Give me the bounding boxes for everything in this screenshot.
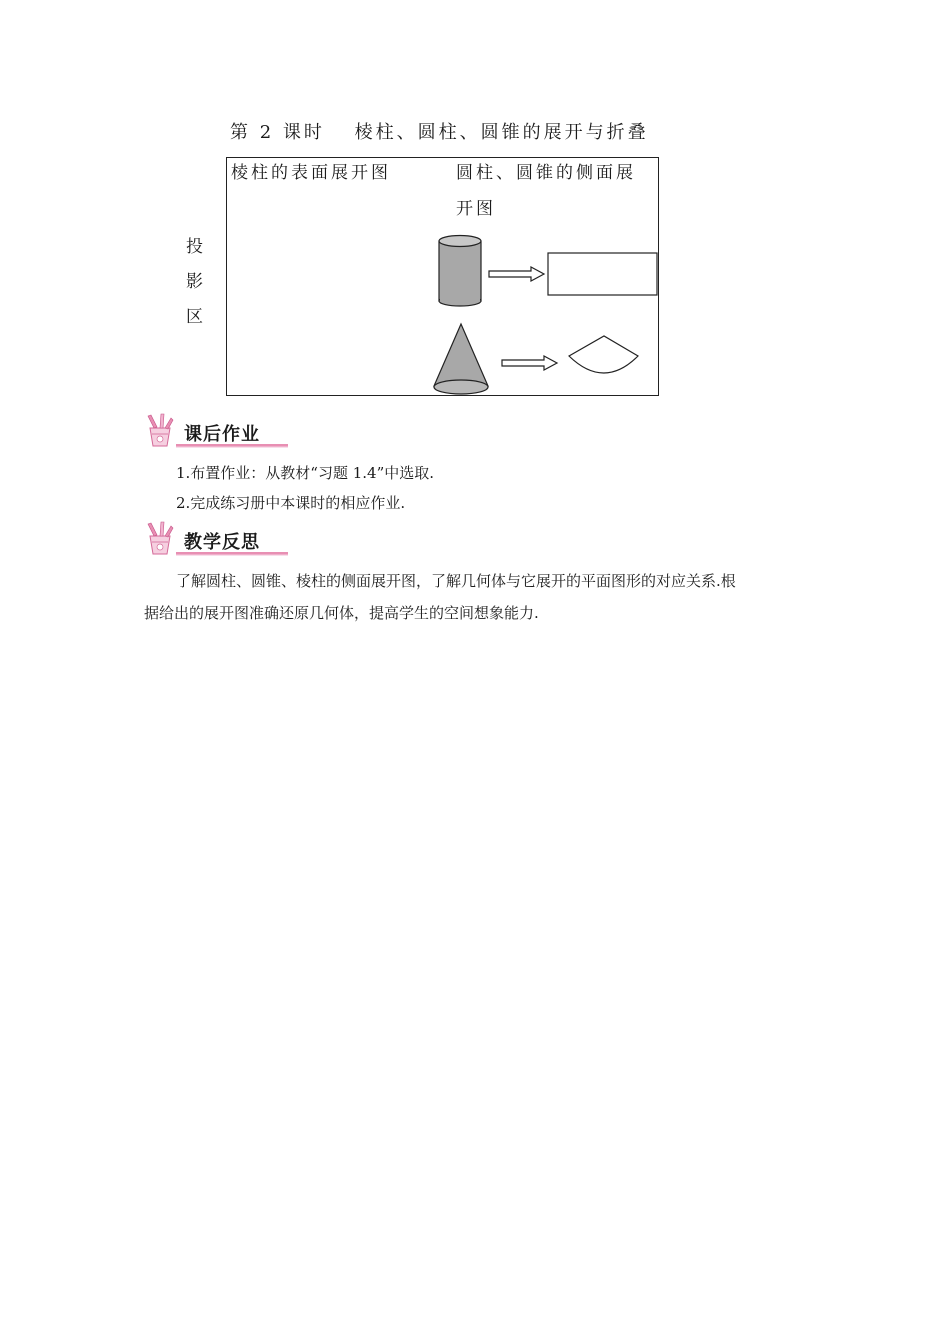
side-label-char: 投 <box>186 237 203 257</box>
lateral-net-heading-line2: 开图 <box>456 199 496 219</box>
homework-item: 1.布置作业：从教材“习题 1.4”中选取. <box>176 464 435 482</box>
lesson-title: 第 2 课时 棱柱、圆柱、圆锥的展开与折叠 <box>230 122 649 143</box>
rectangle-net <box>548 253 657 295</box>
sector-net <box>569 336 638 373</box>
lateral-net-heading-line1: 圆柱、圆锥的侧面展 <box>456 163 636 183</box>
reflection-text-line2: 据给出的展开图准确还原几何体，提高学生的空间想象能力. <box>144 604 539 622</box>
cone-figure <box>434 324 488 394</box>
reflection-text-line1: 了解圆柱、圆锥、棱柱的侧面展开图，了解几何体与它展开的平面图形的对应关系.根 <box>176 572 736 590</box>
homework-banner-title: 课后作业 <box>184 424 260 445</box>
homework-banner <box>140 412 292 450</box>
side-label-char: 影 <box>186 272 203 292</box>
reflection-banner-title: 教学反思 <box>184 532 260 553</box>
prism-net-heading: 棱柱的表面展开图 <box>231 163 391 183</box>
cylinder-figure <box>439 236 481 307</box>
unfold-arrow-icon <box>502 356 557 370</box>
homework-item: 2.完成练习册中本课时的相应作业. <box>176 494 406 512</box>
geometry-figures <box>0 0 950 420</box>
reflection-banner <box>140 520 292 558</box>
unfold-arrow-icon <box>489 267 544 281</box>
side-label-char: 区 <box>186 307 203 327</box>
